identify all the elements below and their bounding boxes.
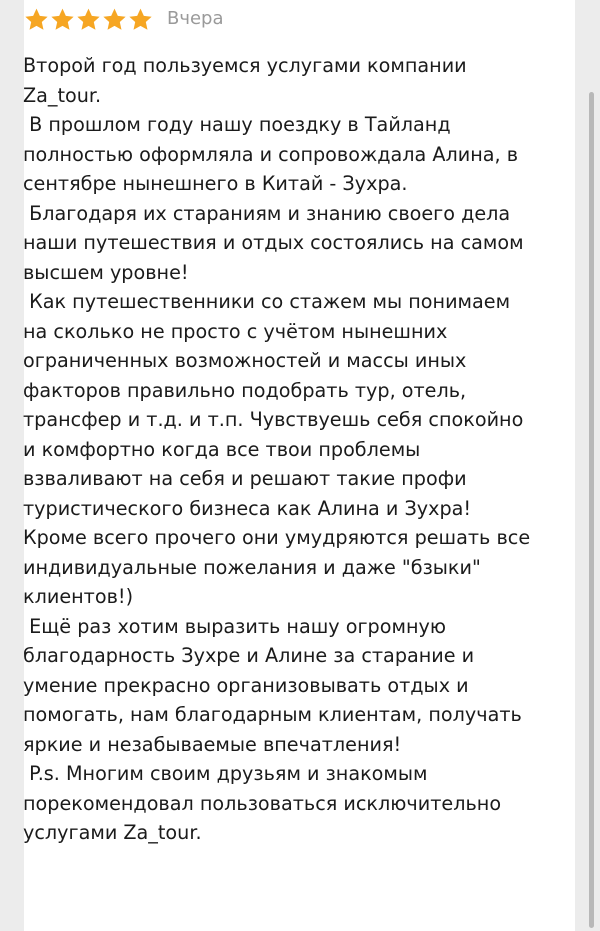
star-icon	[76, 7, 101, 32]
star-icon	[128, 7, 153, 32]
review-header	[24, 5, 224, 33]
scrollbar-thumb[interactable]	[589, 92, 594, 928]
review-text: Второй год пользуемся услугами компании Za_tour. В прошлом году нашу поездку в Тайланд полностью оформляла и сопровождала Алина, в сентябре нынешнего в Китай - Зухра. Благодаря их стараниям и знанию своего дела наши путешествия и отдых состоялись на самом высшем уровне! Как путешественники со стажем мы понимаем на сколько не просто с учётом нынешних ограниченных возможностей и массы иных факторов правильно подобрать тур, отель, трансфер и т.д. и т.п. Чувствуешь себя спокойно и комфортно когда все твои проблемы взваливают на себя и решают такие профи туристического бизнеса как Алина и Зухра! Кроме всего прочего они умудряются решать все индивидуальные пожелания и даже "бзыки" клиентов!) Ещё раз хотим выразить нашу огромную благодарность Зухре и Алине за старание и умение прекрасно организовывать отдых и помогать, нам благодарным клиентам, получать яркие и незабываемые впечатления! P.s. Многим своим друзьям и знакомым порекомендовал пользоваться исключительно услугами Za_tour.	[23, 54, 531, 844]
review-date: Вчера	[167, 8, 224, 29]
star-icon	[102, 7, 127, 32]
star-icon	[50, 7, 75, 32]
star-icon	[24, 7, 49, 32]
rating-stars	[24, 7, 154, 32]
